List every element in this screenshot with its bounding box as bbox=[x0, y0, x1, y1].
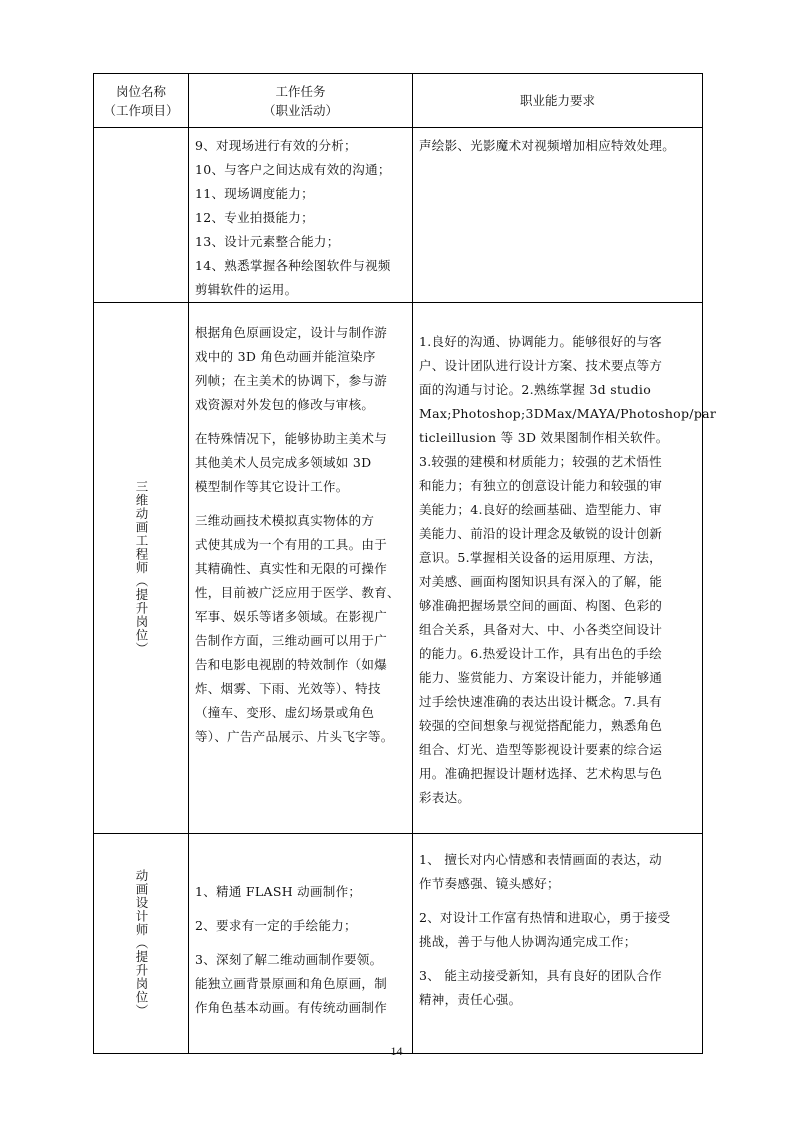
position-cell-empty bbox=[94, 128, 189, 303]
text-line: 过手绘快速准确的表达出设计概念。7.具有 bbox=[419, 694, 662, 709]
text-line: 式使其成为一个有用的工具。由于 bbox=[195, 537, 388, 552]
tasks-paragraph bbox=[195, 509, 406, 749]
text-line: 彩表达。 bbox=[419, 790, 471, 805]
tasks-paragraph bbox=[195, 948, 406, 1020]
text-line: 在特殊情况下，能够协助主美术与 bbox=[195, 431, 388, 446]
tasks-text bbox=[189, 128, 412, 302]
requirements-text bbox=[413, 128, 702, 158]
text-line: Max;Photoshop;3DMax/MAYA/Photoshop/par bbox=[419, 406, 717, 421]
requirements-paragraph bbox=[419, 964, 696, 1012]
header-tasks bbox=[189, 74, 413, 128]
text-line: 其精确性、真实性和无限的可操作 bbox=[195, 561, 388, 576]
text-line: 根据角色原画设定，设计与制作游 bbox=[195, 325, 388, 340]
text-line: 三维动画技术模拟真实物体的方 bbox=[195, 513, 375, 528]
text-line: 2、对设计工作富有热情和进取心，勇于接受 bbox=[419, 910, 671, 925]
text-line: 列帧；在主美术的协调下，参与游 bbox=[195, 373, 388, 388]
text-line: 11、现场调度能力； bbox=[195, 186, 314, 201]
tasks-paragraph bbox=[195, 880, 406, 904]
text-line: 较强的空间想象与视觉搭配能力，熟悉角色 bbox=[419, 718, 663, 733]
job-requirements-table bbox=[93, 73, 717, 1054]
text-line: 意识。5.掌握相关设备的运用原理、方法， bbox=[419, 550, 662, 565]
text-line: 告制作方面，三维动画可以用于广 bbox=[195, 633, 388, 648]
text-line: 12、专业拍摄能力； bbox=[195, 210, 314, 225]
tasks-text bbox=[189, 834, 412, 1020]
text-line: 能力、鉴赏能力、方案设计能力，并能够通 bbox=[419, 670, 663, 685]
text-line: 作角色基本动画。有传统动画制作 bbox=[195, 1000, 388, 1015]
table-header-row bbox=[94, 74, 703, 128]
requirements-text bbox=[413, 303, 717, 810]
text-line: ticleillusion 等 3D 效果图制作相关软件。 bbox=[419, 430, 669, 445]
position-cell bbox=[94, 303, 189, 834]
text-line: 9、对现场进行有效的分析； bbox=[195, 138, 357, 153]
text-line: 10、与客户之间达成有效的沟通； bbox=[195, 162, 391, 177]
text-line: 炸、烟雾、下雨、光效等）、特技 bbox=[195, 681, 381, 696]
text-line: 告和电影电视剧的特效制作（如爆 bbox=[195, 657, 388, 672]
text-line: 戏中的 3D 角色动画并能渲染序 bbox=[195, 349, 376, 364]
text-line: 3.较强的建模和材质能力；较强的艺术悟性 bbox=[419, 454, 662, 469]
requirements-paragraph bbox=[419, 906, 696, 954]
header-position bbox=[94, 74, 189, 128]
requirements-text bbox=[413, 834, 702, 1012]
header-requirements-text: 职业能力要求 bbox=[519, 93, 595, 108]
text-line: 1.良好的沟通、协调能力。能够很好的与客 bbox=[419, 334, 662, 349]
text-line: 声绘影、光影魔术对视频增加相应特效处理。 bbox=[419, 138, 676, 153]
tasks-cell bbox=[189, 128, 413, 303]
text-line: 组合、灯光、造型等影视设计要素的综合运 bbox=[419, 742, 663, 757]
tasks-paragraph bbox=[195, 914, 406, 938]
tasks-paragraph bbox=[195, 427, 406, 499]
text-line: 性，目前被广泛应用于医学、教育、 bbox=[195, 585, 400, 600]
text-line: 1、 擅长对内心情感和表情画面的表达，动 bbox=[419, 852, 662, 867]
text-line: 组合关系，具备对大、中、小各类空间设计 bbox=[419, 622, 663, 637]
text-line: 作节奏感强、镜头感好； bbox=[419, 876, 560, 891]
header-requirements bbox=[413, 74, 703, 128]
header-position-line1: 岗位名称 bbox=[115, 83, 166, 99]
text-line: 等）、广告产品展示、片头飞字等。 bbox=[195, 729, 394, 744]
table-row bbox=[94, 303, 703, 834]
text-line: 剪辑软件的运用。 bbox=[195, 282, 298, 297]
text-line: 能独立画背景原画和角色原画，制 bbox=[195, 976, 388, 991]
text-line: 其他美术人员完成多领域如 3D bbox=[195, 455, 372, 470]
header-tasks-line2: （职业活动） bbox=[262, 102, 338, 118]
text-line: 14、熟悉掌握各种绘图软件与视频 bbox=[195, 258, 391, 273]
text-line: 3、深刻了解二维动画制作要领。 bbox=[195, 952, 383, 967]
requirements-cell bbox=[413, 303, 717, 834]
text-line: 3、 能主动接受新知，具有良好的团队合作 bbox=[419, 968, 662, 983]
text-line: 面的沟通与讨论。2.熟练掌握 3d studio bbox=[419, 382, 652, 397]
tasks-paragraph bbox=[195, 321, 406, 417]
position-cell bbox=[94, 834, 189, 1054]
text-line: 和能力；有独立的创意设计能力和较强的审 bbox=[419, 478, 663, 493]
text-line: 的能力。6.热爱设计工作，具有出色的手绘 bbox=[419, 646, 662, 661]
text-line: 户、设计团队进行设计方案、技术要点等方 bbox=[419, 358, 663, 373]
page-number: 14 bbox=[390, 1044, 403, 1058]
tasks-cell bbox=[189, 834, 413, 1054]
text-line: 戏资源对外发包的修改与审核。 bbox=[195, 397, 375, 412]
position-title: 动画设计师（提升岗位） bbox=[134, 869, 149, 1018]
requirements-cell bbox=[413, 128, 703, 303]
table-row bbox=[94, 128, 703, 303]
text-line: （撞车、变形、虚幻场景或角色 bbox=[195, 705, 375, 720]
text-line: 美能力；4.良好的绘画基础、造型能力、审 bbox=[419, 502, 662, 517]
text-line: 13、设计元素整合能力； bbox=[195, 234, 340, 249]
tasks-text bbox=[189, 303, 412, 749]
text-line: 挑战，善于与他人协调沟通完成工作； bbox=[419, 934, 637, 949]
header-tasks-line1: 工作任务 bbox=[275, 83, 326, 99]
table-row bbox=[94, 834, 703, 1054]
text-line: 军事、娱乐等诸多领域。在影视广 bbox=[195, 609, 388, 624]
header-position-line2: （工作项目） bbox=[103, 102, 179, 118]
text-line: 模型制作等其它设计工作。 bbox=[195, 479, 349, 494]
text-line: 美能力、前沿的设计理念及敏锐的设计创新 bbox=[419, 526, 663, 541]
requirements-cell bbox=[413, 834, 703, 1054]
position-title: 三维动画工程师（提升岗位） bbox=[134, 480, 149, 656]
text-line: 用。准确把握设计题材选择、艺术构思与色 bbox=[419, 766, 663, 781]
requirements-paragraph bbox=[419, 848, 696, 896]
text-line: 对美感、画面构图知识具有深入的了解，能 bbox=[419, 574, 663, 589]
text-line: 够准确把握场景空间的画面、构图、色彩的 bbox=[419, 598, 663, 613]
text-line: 1、精通 FLASH 动画制作； bbox=[195, 884, 362, 899]
tasks-cell bbox=[189, 303, 413, 834]
text-line: 2、要求有一定的手绘能力； bbox=[195, 918, 357, 933]
text-line: 精神，责任心强。 bbox=[419, 992, 522, 1007]
